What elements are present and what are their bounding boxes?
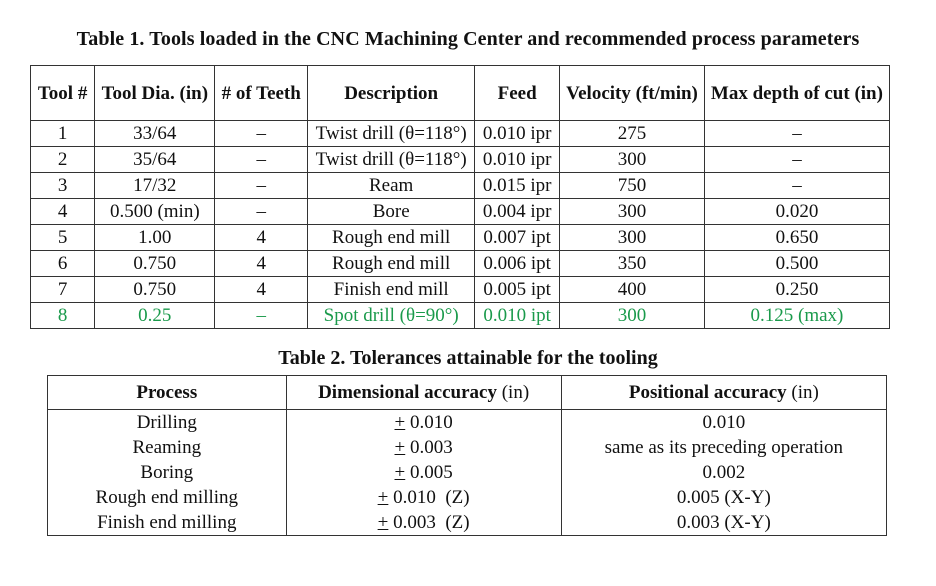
cell-teeth: – bbox=[215, 199, 308, 225]
dimensional-value: 0.010 (Z) bbox=[388, 487, 470, 508]
header-dimensional-accuracy-label: Dimensional accuracy bbox=[318, 382, 497, 403]
header-teeth: # of Teeth bbox=[215, 66, 308, 121]
cell-process: Rough end milling bbox=[48, 485, 287, 510]
cell-process: Reaming bbox=[48, 435, 287, 460]
cell-max-depth: 0.020 bbox=[704, 199, 889, 225]
cell-description: Spot drill (θ=90°) bbox=[308, 303, 475, 329]
cell-positional-accuracy: 0.010 bbox=[561, 410, 886, 436]
cell-tool-number: 2 bbox=[31, 147, 95, 173]
table-row bbox=[48, 510, 887, 536]
cell-teeth: – bbox=[215, 121, 308, 147]
cell-tool-diameter: 0.750 bbox=[95, 251, 215, 277]
plus-minus-sign: + bbox=[377, 487, 389, 508]
cell-max-depth: – bbox=[704, 147, 889, 173]
cell-process: Drilling bbox=[48, 410, 287, 436]
table-row bbox=[31, 121, 890, 147]
table-row bbox=[31, 277, 890, 303]
cell-tool-diameter: 0.750 bbox=[95, 277, 215, 303]
cell-dimensional-accuracy bbox=[286, 510, 561, 536]
cell-velocity: 750 bbox=[560, 173, 705, 199]
cell-dimensional-accuracy bbox=[286, 485, 561, 510]
tolerances-table-header-row bbox=[48, 376, 887, 410]
table-row bbox=[31, 251, 890, 277]
cell-max-depth: 0.650 bbox=[704, 225, 889, 251]
cell-dimensional-accuracy bbox=[286, 435, 561, 460]
cell-velocity: 300 bbox=[560, 225, 705, 251]
cell-feed: 0.007 ipt bbox=[475, 225, 560, 251]
header-tool-diameter: Tool Dia. (in) bbox=[95, 66, 215, 121]
cell-teeth: 4 bbox=[215, 251, 308, 277]
cell-tool-diameter: 1.00 bbox=[95, 225, 215, 251]
plus-minus-sign: + bbox=[394, 412, 406, 433]
cell-positional-accuracy: 0.002 bbox=[561, 460, 886, 485]
cell-description: Twist drill (θ=118°) bbox=[308, 121, 475, 147]
header-tool-number: Tool # bbox=[31, 66, 95, 121]
cell-velocity: 300 bbox=[560, 147, 705, 173]
header-dimensional-accuracy-unit: (in) bbox=[496, 382, 530, 403]
cell-feed: 0.010 ipr bbox=[475, 147, 560, 173]
cell-process: Boring bbox=[48, 460, 287, 485]
header-dimensional-accuracy bbox=[286, 376, 561, 410]
cell-tool-diameter: 17/32 bbox=[95, 173, 215, 199]
cell-description: Rough end mill bbox=[308, 225, 475, 251]
header-description: Description bbox=[308, 66, 475, 121]
cell-max-depth: 0.500 bbox=[704, 251, 889, 277]
cell-tool-number: 4 bbox=[31, 199, 95, 225]
header-positional-accuracy-label: Positional accuracy bbox=[628, 382, 787, 403]
table-row bbox=[48, 485, 887, 510]
plus-minus-sign: + bbox=[377, 512, 389, 533]
dimensional-value: 0.010 bbox=[405, 412, 453, 433]
dimensional-value: 0.003 (Z) bbox=[388, 512, 470, 533]
cell-feed: 0.005 ipt bbox=[475, 277, 560, 303]
cell-tool-diameter: 0.500 (min) bbox=[95, 199, 215, 225]
table-row bbox=[31, 173, 890, 199]
header-process: Process bbox=[48, 376, 287, 410]
table-row bbox=[31, 199, 890, 225]
cell-tool-number: 7 bbox=[31, 277, 95, 303]
dimensional-value: 0.003 bbox=[405, 437, 453, 458]
header-max-depth: Max depth of cut (in) bbox=[704, 66, 889, 121]
header-feed: Feed bbox=[475, 66, 560, 121]
cell-teeth: – bbox=[215, 147, 308, 173]
cell-teeth: 4 bbox=[215, 277, 308, 303]
cell-tool-diameter: 33/64 bbox=[95, 121, 215, 147]
cell-teeth: 4 bbox=[215, 225, 308, 251]
cell-tool-number: 3 bbox=[31, 173, 95, 199]
cell-tool-number: 1 bbox=[31, 121, 95, 147]
cell-feed: 0.004 ipr bbox=[475, 199, 560, 225]
cell-tool-number: 8 bbox=[31, 303, 95, 329]
cell-velocity: 300 bbox=[560, 303, 705, 329]
table1-caption: Table 1. Tools loaded in the CNC Machining Center and recommended process parameters bbox=[76, 28, 860, 50]
cell-velocity: 300 bbox=[560, 199, 705, 225]
plus-minus-sign: + bbox=[394, 462, 406, 483]
table-row bbox=[31, 225, 890, 251]
cell-feed: 0.010 ipt bbox=[475, 303, 560, 329]
cell-dimensional-accuracy bbox=[286, 410, 561, 436]
cell-description: Twist drill (θ=118°) bbox=[308, 147, 475, 173]
cell-description: Bore bbox=[308, 199, 475, 225]
cell-teeth: – bbox=[215, 303, 308, 329]
cell-description: Ream bbox=[308, 173, 475, 199]
table-row bbox=[48, 435, 887, 460]
plus-minus-sign: + bbox=[394, 437, 406, 458]
cell-feed: 0.010 ipr bbox=[475, 121, 560, 147]
tools-table-header-row bbox=[31, 66, 890, 121]
cell-feed: 0.015 ipr bbox=[475, 173, 560, 199]
cell-tool-number: 5 bbox=[31, 225, 95, 251]
cell-velocity: 400 bbox=[560, 277, 705, 303]
dimensional-value: 0.005 bbox=[405, 462, 453, 483]
cell-teeth: – bbox=[215, 173, 308, 199]
header-velocity: Velocity (ft/min) bbox=[560, 66, 705, 121]
header-positional-accuracy bbox=[561, 376, 886, 410]
cell-max-depth: – bbox=[704, 173, 889, 199]
table-row bbox=[48, 460, 887, 485]
tools-table bbox=[30, 65, 890, 329]
cell-velocity: 275 bbox=[560, 121, 705, 147]
cell-process: Finish end milling bbox=[48, 510, 287, 536]
cell-max-depth: 0.250 bbox=[704, 277, 889, 303]
cell-velocity: 350 bbox=[560, 251, 705, 277]
cell-positional-accuracy: same as its preceding operation bbox=[561, 435, 886, 460]
header-positional-accuracy-unit: (in) bbox=[786, 382, 819, 403]
table2-caption: Table 2. Tolerances attainable for the tooling bbox=[278, 347, 658, 369]
cell-max-depth: – bbox=[704, 121, 889, 147]
table-row bbox=[31, 303, 890, 329]
cell-tool-diameter: 35/64 bbox=[95, 147, 215, 173]
cell-max-depth: 0.125 (max) bbox=[704, 303, 889, 329]
cell-positional-accuracy: 0.003 (X-Y) bbox=[561, 510, 886, 536]
cell-tool-number: 6 bbox=[31, 251, 95, 277]
table-row bbox=[31, 147, 890, 173]
tolerances-table bbox=[47, 375, 887, 536]
cell-positional-accuracy: 0.005 (X-Y) bbox=[561, 485, 886, 510]
table-row bbox=[48, 410, 887, 436]
cell-description: Finish end mill bbox=[308, 277, 475, 303]
cell-description: Rough end mill bbox=[308, 251, 475, 277]
cell-tool-diameter: 0.25 bbox=[95, 303, 215, 329]
cell-dimensional-accuracy bbox=[286, 460, 561, 485]
cell-feed: 0.006 ipt bbox=[475, 251, 560, 277]
